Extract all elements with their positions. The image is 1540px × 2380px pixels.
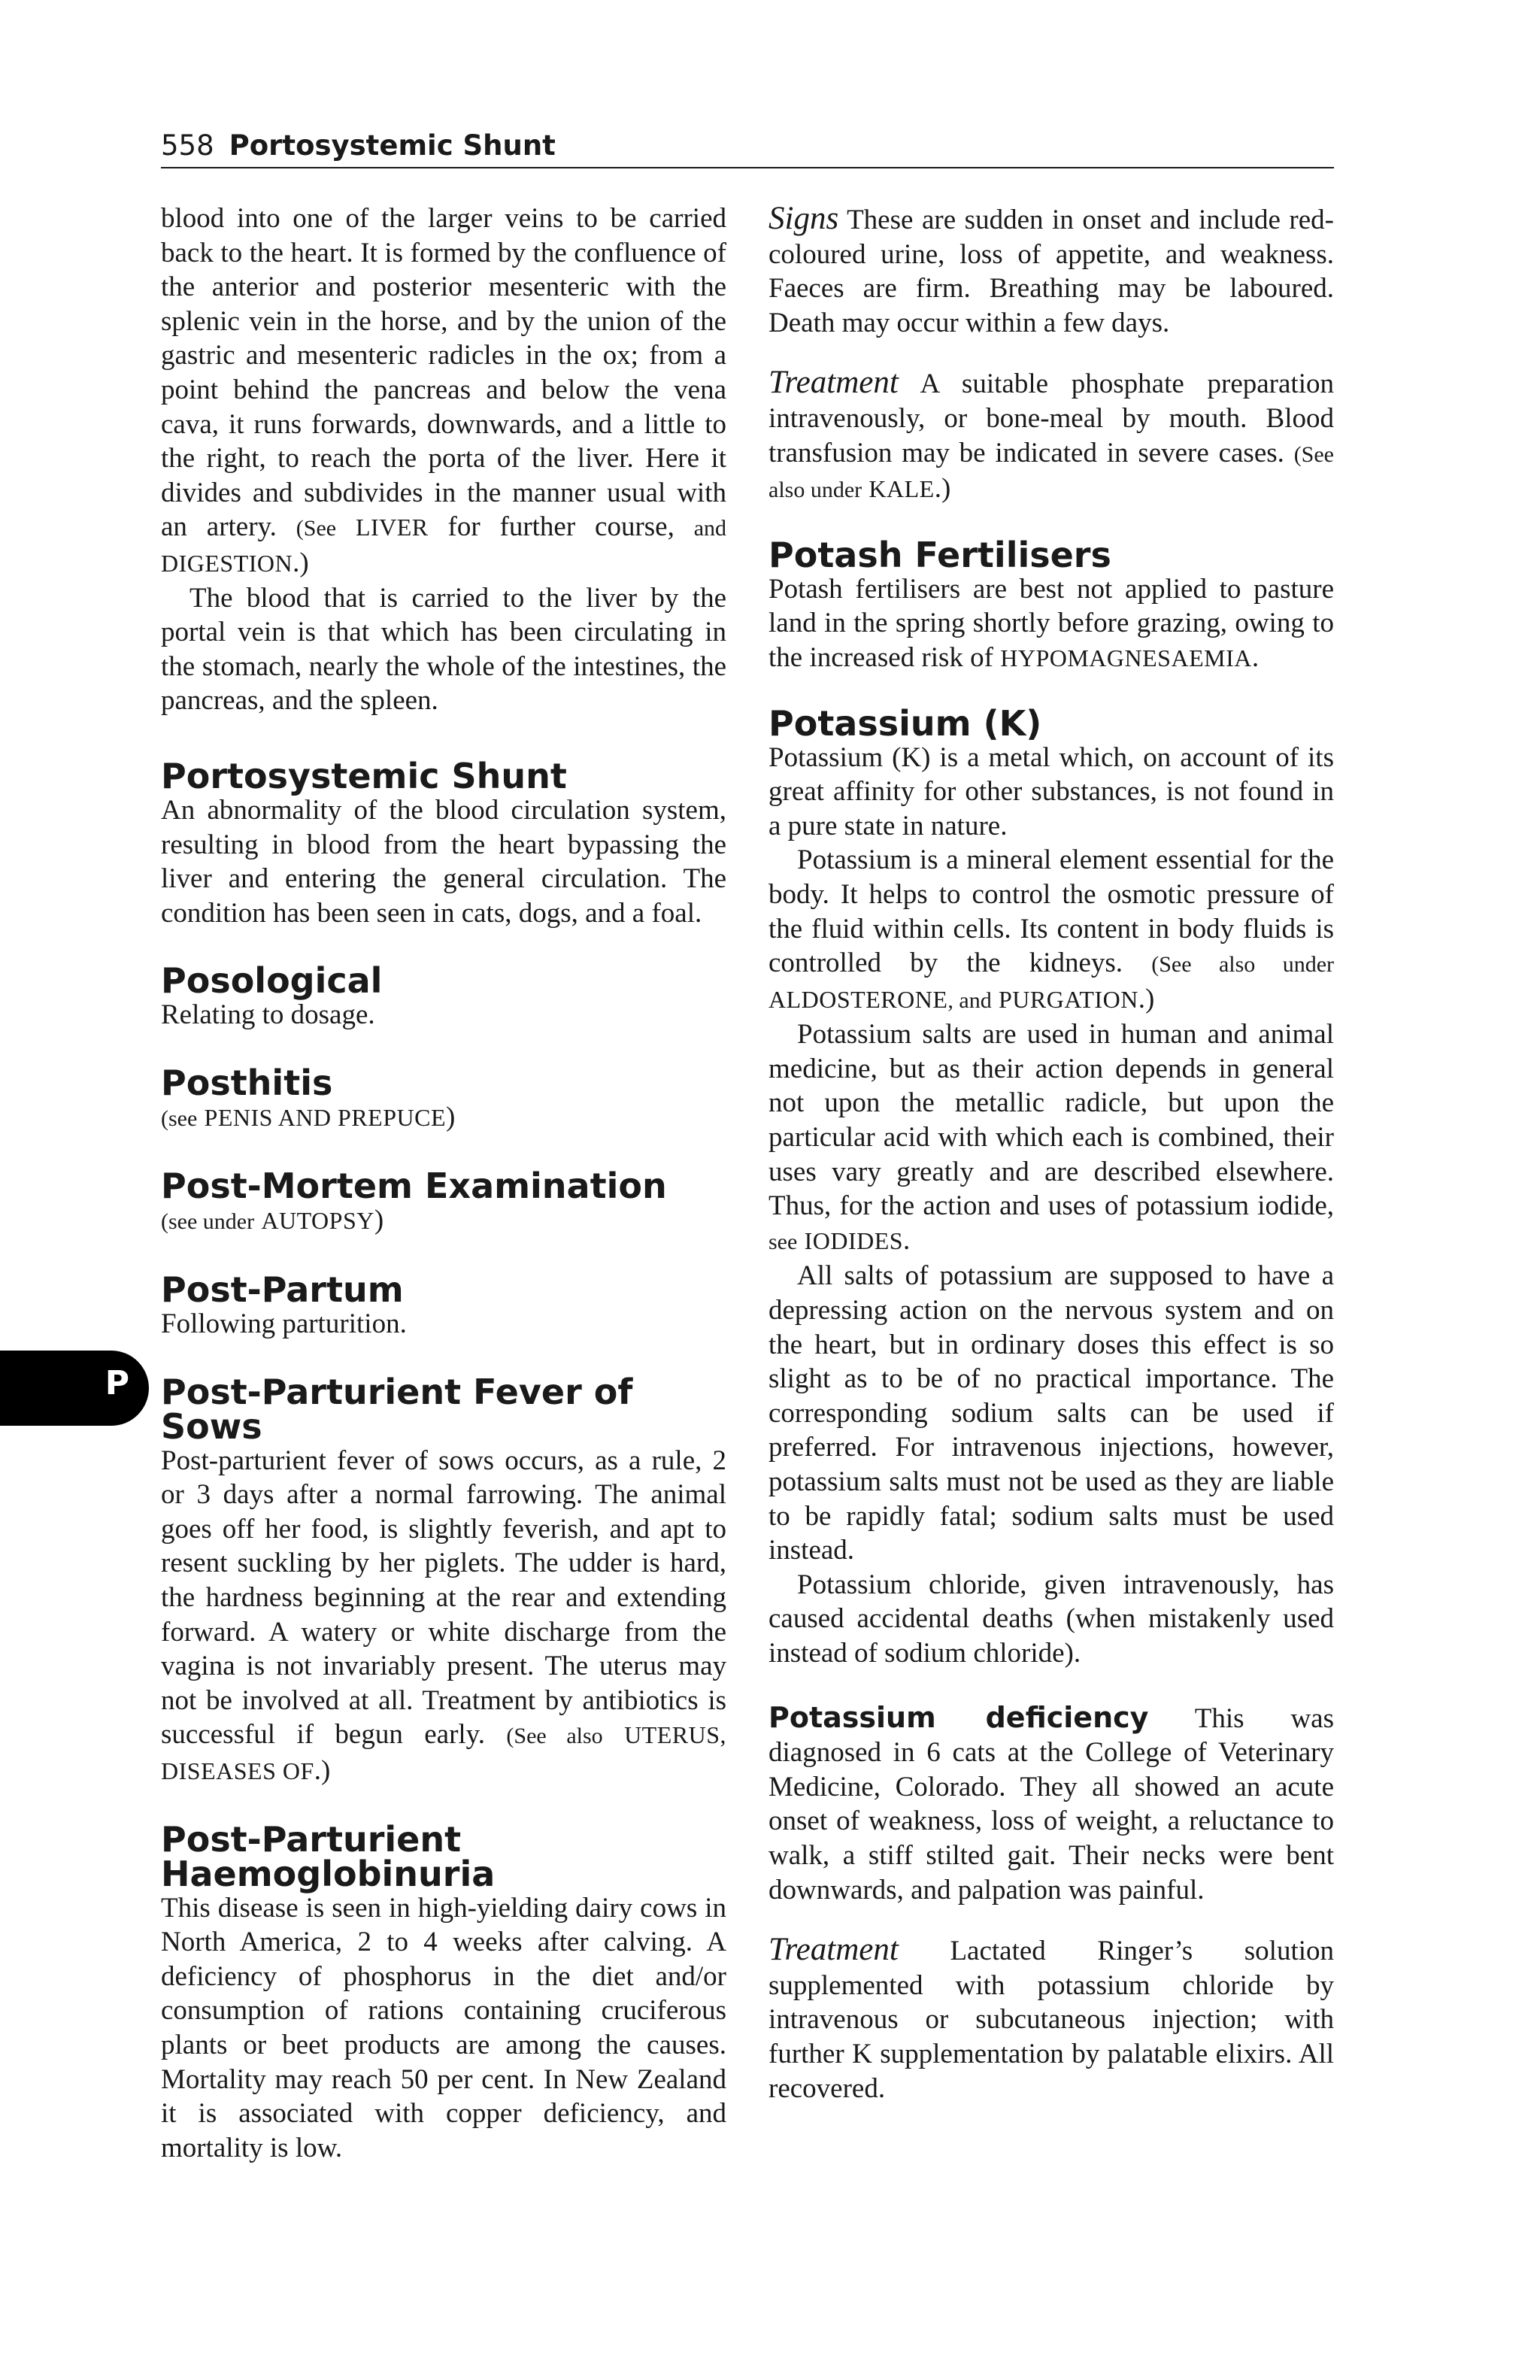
cross-reference: AUTOPSY xyxy=(261,1207,374,1235)
running-title: Portosystemic Shunt xyxy=(229,129,556,162)
treatment-paragraph: Treatment A suitable phosphate preparation intravenously, or bone-meal by mouth. Blood transfusion may be indicated in severe cases. (See also under KALE.) xyxy=(768,365,1334,505)
deficiency-paragraph: Potassium deficiency This was diagnosed in 6 cats at the College of Veterinary Medicine, Colorado. They all showed an acute onset of weakness, loss of weight, a reluctance to walk, a stiff stilted gait. Their necks were bent downwards, and palpation was painful. xyxy=(768,1700,1334,1906)
entry-text: This disease is seen in high-yielding dairy cows in North America, 2 to 4 weeks after calving. A deficiency of phosphorus in the diet and/or consumption of rations containing cruciferous plants or beet products are among the causes. Mortality may reach 50 per cent. In New Zealand it is associated with copper deficiency, and mortality is low. xyxy=(161,1892,726,2163)
entry-text: Following parturition. xyxy=(161,1308,407,1340)
cross-reference: KALE xyxy=(869,475,935,503)
entry-heading-potassium: Potassium (K) xyxy=(768,702,1042,744)
entry-text: (see under AUTOPSY) xyxy=(161,1205,384,1236)
entry-text: (see PENIS AND PREPUCE) xyxy=(161,1101,456,1132)
entry-heading-post-mortem-examination: Post-Mortem Examination xyxy=(161,1166,667,1207)
treatment-paragraph: Treatment Lactated Ringer’s solution supplemented with potassium chloride by intravenous or subcutaneous injection; with further K supplementation by palatable elixirs. All recovered. xyxy=(768,1932,1335,2104)
entry-heading-posological: Posological xyxy=(161,960,383,1002)
cross-reference: HYPOMAGNESAEMIA xyxy=(1000,644,1252,672)
entry-heading-post-parturient-fever: Post-Parturient Fever of Sows xyxy=(161,1371,633,1447)
run-in-label: Potassium deficiency xyxy=(768,1700,1149,1734)
thumb-tab-letter: P xyxy=(105,1364,129,1402)
entry-heading-post-partum: Post-Partum xyxy=(161,1269,404,1311)
entry-heading-post-parturient-haemoglobinuria: Post-Parturient Haemoglobinuria xyxy=(161,1818,496,1894)
entry-text: Potassium (K) is a metal which, on account of its great affinity for other substances, is not found in a pure state in nature. xyxy=(768,741,1334,841)
entry-text: An abnormality of the blood circulation system, resulting in blood from the heart bypassing the liver and entering the general circulation. The condition has been seen in cats, dogs, and a foal. xyxy=(161,794,726,929)
page-number: 558 xyxy=(161,129,214,162)
continuation-paragraph: blood into one of the larger veins to be carried back to the heart. It is formed by the confluence of the anterior and posterior mesenteric with the splenic vein in the horse, and by the union of the gastric and mesenteric radicles in the ox; from a point behind the pancreas and below the vena cava, it runs forwards, downwards, and a little to the right, to reach the porta of the liver. Here it divides and subdivides in the manner usual with an artery. (See LIVER for further course, and DIGESTION.) xyxy=(161,203,727,578)
running-header xyxy=(161,125,1334,168)
entry-text: Potassium salts are used in human and animal medicine, but as their action depends in general not upon the metallic radicle, but upon the particular acid with which each is combined, their uses vary greatly and are described elsewhere. Thus, for the action and uses of potassium iodide, see IODIDES. xyxy=(768,1019,1334,1256)
entry-heading-potash-fertilisers: Potash Fertilisers xyxy=(768,534,1111,575)
cross-reference: ALDOSTERONE xyxy=(768,985,948,1013)
run-in-label: Signs xyxy=(768,201,839,236)
entry-text: Post-parturient fever of sows occurs, as a rule, 2 or 3 days after a normal farrowing. The animal goes off her food, is slightly feverish, and apt to resent suckling by her piglets. The udder is hard, the hardness beginning at the rear and extending forward. A watery or white discharge from the vagina is not invariably present. The uterus may not be involved at all. Treatment by antibiotics is successful if begun early. (See also UTERUS, DISEASES OF.) xyxy=(161,1445,727,1786)
cross-reference: UTERUS, DISEASES OF xyxy=(161,1721,727,1784)
entry-text: Potash fertilisers are best not applied to pasture land in the spring shortly before grazing, owing to the increased risk of HYPOMAGNESAEMIA. xyxy=(768,573,1334,673)
right-column xyxy=(768,202,1334,2106)
entry-text: All salts of potassium are supposed to have a depressing action on the nervous system and on the heart, but in ordinary doses this effect is so slight as to be of no practical importance. The corresponding sodium salts can be used if preferred. For intravenous injections, however, potassium salts must not be used as they are liable to be rapidly fatal; sodium salts must be used instead. xyxy=(768,1260,1334,1566)
cross-reference: PURGATION xyxy=(998,985,1138,1013)
run-in-label: Treatment xyxy=(768,1932,899,1968)
entry-heading-posthitis: Posthitis xyxy=(161,1062,333,1103)
continuation-paragraph: The blood that is carried to the liver by the portal vein is that which has been circulating in the stomach, nearly the whole of the intestines, the pancreas, and the spleen. xyxy=(161,582,726,717)
signs-paragraph: Signs These are sudden in onset and include red-coloured urine, loss of appetite, and weakness. Faeces are firm. Breathing may be laboured. Death may occur within a few days. xyxy=(768,201,1334,338)
entry-heading-portosystemic-shunt: Portosystemic Shunt xyxy=(161,755,567,796)
entry-text: Potassium is a mineral element essential for the body. It helps to control the osmotic pressure of the fluid within cells. Its content in body fluids is controlled by the kidneys. (See also under ALDOSTERONE, and PURGATION.) xyxy=(768,844,1335,1014)
section-thumb-tab xyxy=(0,1351,149,1426)
entry-text: Relating to dosage. xyxy=(161,999,375,1031)
cross-reference: LIVER xyxy=(355,514,429,541)
cross-reference: DIGESTION xyxy=(161,549,293,577)
cross-reference: IODIDES xyxy=(804,1226,904,1254)
run-in-label: Treatment xyxy=(768,365,899,401)
cross-reference: PENIS AND PREPUCE xyxy=(204,1103,446,1131)
left-column xyxy=(161,202,726,2165)
entry-text: Potassium chloride, given intravenously, has caused accidental deaths (when mistakenly used instead of sodium chloride). xyxy=(768,1569,1334,1669)
